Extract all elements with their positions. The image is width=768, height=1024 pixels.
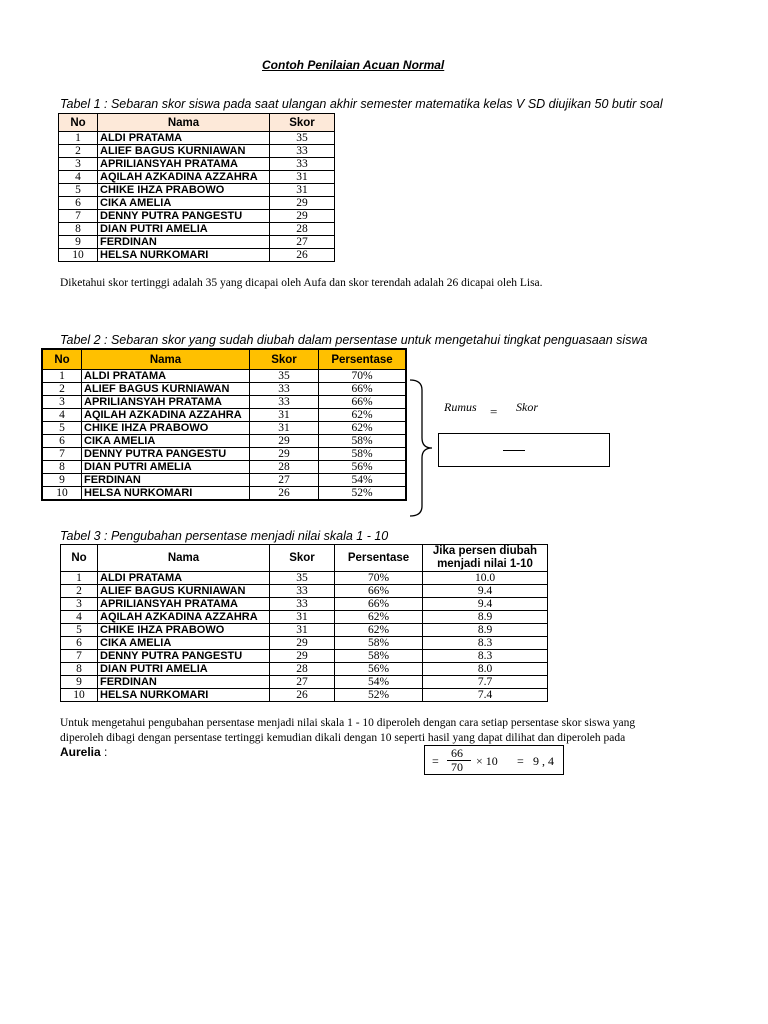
cell-no: 8	[42, 461, 82, 474]
cell-skor: 33	[270, 585, 335, 598]
cell-nama: DIAN PUTRI AMELIA	[82, 461, 250, 474]
table2-header-no: No	[42, 349, 82, 370]
formula-skor-label: Skor	[516, 400, 538, 414]
cell-no: 1	[42, 370, 82, 383]
table-row	[61, 585, 548, 598]
table-row	[42, 435, 406, 448]
table1-header-no: No	[59, 114, 98, 132]
cell-persentase: 62%	[319, 409, 407, 422]
cell-persentase: 56%	[335, 663, 423, 676]
table3-header-skor: Skor	[270, 545, 335, 572]
cell-persentase: 52%	[335, 689, 423, 702]
cell-nama: CIKA AMELIA	[98, 197, 270, 210]
table-row	[61, 598, 548, 611]
student-name-aurelia: Aurelia	[60, 745, 101, 759]
cell-nama: ALIEF BAGUS KURNIAWAN	[82, 383, 250, 396]
cell-skor: 35	[270, 572, 335, 585]
cell-skor: 27	[270, 236, 335, 249]
table3-header-nilai: Jika persen diubah menjadi nilai 1-10	[423, 545, 548, 572]
cell-no: 7	[59, 210, 98, 223]
table-row	[61, 637, 548, 650]
calc-times-ten: × 10	[476, 754, 498, 768]
cell-no: 3	[61, 598, 98, 611]
formula-equals: =	[490, 404, 498, 419]
table-row	[42, 396, 406, 409]
cell-nama: ALIEF BAGUS KURNIAWAN	[98, 585, 270, 598]
cell-persentase: 58%	[319, 435, 407, 448]
cell-no: 4	[59, 171, 98, 184]
cell-persentase: 58%	[335, 637, 423, 650]
cell-no: 7	[42, 448, 82, 461]
table-row	[61, 572, 548, 585]
cell-no: 6	[59, 197, 98, 210]
explanation-line-1: Untuk mengetahui pengubahan persentase menjadi nilai skala 1 - 10 diperoleh dengan cara setiap persentase skor siswa yang	[60, 717, 636, 729]
cell-nilai: 8.3	[423, 637, 548, 650]
cell-nama: FERDINAN	[98, 236, 270, 249]
table-row	[59, 158, 335, 171]
table-row	[59, 171, 335, 184]
cell-skor: 29	[250, 448, 319, 461]
table-row	[59, 210, 335, 223]
cell-no: 9	[59, 236, 98, 249]
calc-numerator: 66	[451, 746, 463, 760]
cell-nama: ALDI PRATAMA	[98, 572, 270, 585]
cell-no: 2	[59, 145, 98, 158]
table3-header-no: No	[61, 545, 98, 572]
table-row	[42, 409, 406, 422]
calc-equals-2: =	[517, 754, 524, 768]
cell-persentase: 70%	[335, 572, 423, 585]
cell-no: 6	[42, 435, 82, 448]
table3	[60, 544, 548, 702]
cell-nama: ALDI PRATAMA	[98, 132, 270, 145]
cell-skor: 26	[250, 487, 319, 501]
cell-nama: AQILAH AZKADINA AZZAHRA	[82, 409, 250, 422]
cell-skor: 31	[270, 171, 335, 184]
cell-nama: AQILAH AZKADINA AZZAHRA	[98, 611, 270, 624]
cell-no: 2	[42, 383, 82, 396]
table-row	[59, 132, 335, 145]
cell-skor: 35	[270, 132, 335, 145]
cell-no: 5	[42, 422, 82, 435]
formula-rumus-label: Rumus	[444, 400, 477, 414]
cell-persentase: 54%	[335, 676, 423, 689]
cell-persentase: 62%	[335, 611, 423, 624]
cell-skor: 33	[250, 396, 319, 409]
cell-skor: 33	[250, 383, 319, 396]
cell-nama: AQILAH AZKADINA AZZAHRA	[98, 171, 270, 184]
cell-no: 10	[59, 249, 98, 262]
cell-persentase: 54%	[319, 474, 407, 487]
table1-header-nama: Nama	[98, 114, 270, 132]
cell-no: 5	[59, 184, 98, 197]
cell-skor: 28	[270, 223, 335, 236]
table-row	[61, 676, 548, 689]
cell-skor: 26	[270, 249, 335, 262]
table2-header-nama: Nama	[82, 349, 250, 370]
cell-nama: HELSA NURKOMARI	[98, 249, 270, 262]
table-row	[42, 487, 406, 501]
table-row	[61, 663, 548, 676]
table-row	[61, 689, 548, 702]
cell-nama: FERDINAN	[98, 676, 270, 689]
fraction-line	[503, 450, 525, 451]
cell-no: 3	[59, 158, 98, 171]
cell-nama: CIKA AMELIA	[98, 637, 270, 650]
cell-nilai: 7.4	[423, 689, 548, 702]
table-row	[42, 461, 406, 474]
table-row	[59, 223, 335, 236]
cell-persentase: 70%	[319, 370, 407, 383]
table-row	[59, 249, 335, 262]
cell-no: 8	[59, 223, 98, 236]
cell-nilai: 8.3	[423, 650, 548, 663]
cell-persentase: 62%	[319, 422, 407, 435]
calc-equals-1: =	[432, 754, 439, 768]
cell-skor: 27	[270, 676, 335, 689]
table-row	[59, 145, 335, 158]
calc-denominator: 70	[451, 760, 463, 774]
cell-skor: 33	[270, 145, 335, 158]
cell-nama: HELSA NURKOMARI	[82, 487, 250, 501]
formula-box	[438, 433, 610, 467]
table-row	[42, 422, 406, 435]
colon: :	[100, 745, 108, 759]
cell-no: 3	[42, 396, 82, 409]
cell-nilai: 10.0	[423, 572, 548, 585]
table3-header-persentase: Persentase	[335, 545, 423, 572]
table-row	[59, 236, 335, 249]
cell-nama: APRILIANSYAH PRATAMA	[82, 396, 250, 409]
cell-skor: 31	[250, 422, 319, 435]
cell-skor: 29	[270, 650, 335, 663]
cell-persentase: 52%	[319, 487, 407, 501]
table-row	[59, 197, 335, 210]
table-row	[61, 650, 548, 663]
cell-skor: 33	[270, 158, 335, 171]
cell-nama: APRILIANSYAH PRATAMA	[98, 598, 270, 611]
cell-persentase: 58%	[319, 448, 407, 461]
table1-header-skor: Skor	[270, 114, 335, 132]
table2-caption: Tabel 2 : Sebaran skor yang sudah diubah dalam persentase untuk mengetahui tingkat penguasaan siswa	[60, 333, 648, 347]
table-row	[42, 448, 406, 461]
cell-no: 4	[61, 611, 98, 624]
cell-nama: ALDI PRATAMA	[82, 370, 250, 383]
explanation-line-3	[60, 745, 107, 759]
cell-skor: 31	[270, 611, 335, 624]
cell-nama: CHIKE IHZA PRABOWO	[82, 422, 250, 435]
table2-header-persentase: Persentase	[319, 349, 407, 370]
cell-no: 5	[61, 624, 98, 637]
cell-nama: DIAN PUTRI AMELIA	[98, 223, 270, 236]
cell-skor: 28	[250, 461, 319, 474]
table-row	[42, 474, 406, 487]
cell-nama: APRILIANSYAH PRATAMA	[98, 158, 270, 171]
cell-skor: 31	[270, 184, 335, 197]
calc-result: 9 , 4	[533, 754, 554, 768]
cell-skor: 28	[270, 663, 335, 676]
cell-persentase: 66%	[335, 585, 423, 598]
cell-nilai: 8.0	[423, 663, 548, 676]
cell-skor: 27	[250, 474, 319, 487]
cell-nama: HELSA NURKOMARI	[98, 689, 270, 702]
cell-nama: FERDINAN	[82, 474, 250, 487]
cell-skor: 26	[270, 689, 335, 702]
table-row	[42, 370, 406, 383]
table2	[41, 348, 407, 501]
table2-body	[42, 370, 406, 501]
cell-no: 4	[42, 409, 82, 422]
cell-no: 1	[59, 132, 98, 145]
cell-nama: DIAN PUTRI AMELIA	[98, 663, 270, 676]
curly-bracket	[408, 378, 438, 518]
cell-no: 9	[61, 676, 98, 689]
cell-skor: 29	[270, 637, 335, 650]
cell-skor: 33	[270, 598, 335, 611]
cell-persentase: 66%	[319, 383, 407, 396]
cell-no: 10	[61, 689, 98, 702]
cell-persentase: 58%	[335, 650, 423, 663]
cell-no: 7	[61, 650, 98, 663]
cell-skor: 29	[250, 435, 319, 448]
cell-no: 1	[61, 572, 98, 585]
table-row	[59, 184, 335, 197]
cell-no: 10	[42, 487, 82, 501]
cell-skor: 31	[250, 409, 319, 422]
cell-no: 8	[61, 663, 98, 676]
cell-nilai: 8.9	[423, 611, 548, 624]
cell-nilai: 8.9	[423, 624, 548, 637]
cell-nilai: 9.4	[423, 585, 548, 598]
cell-nama: CIKA AMELIA	[82, 435, 250, 448]
cell-nilai: 7.7	[423, 676, 548, 689]
cell-nilai: 9.4	[423, 598, 548, 611]
explanation-line-2: diperoleh dibagi dengan persentase tertinggi kemudian dikali dengan 10 seperti hasil yang dapat dilihat dan diperoleh pada	[60, 732, 626, 744]
table2-header-skor: Skor	[250, 349, 319, 370]
table3-body	[61, 572, 548, 702]
table1	[58, 113, 335, 262]
table1-caption: Tabel 1 : Sebaran skor siswa pada saat ulangan akhir semester matematika kelas V SD diujikan 50 butir soal	[60, 97, 663, 111]
cell-skor: 31	[270, 624, 335, 637]
cell-nama: DENNY PUTRA PANGESTU	[98, 650, 270, 663]
table1-body	[59, 132, 335, 262]
page-title: Contoh Penilaian Acuan Normal	[262, 58, 445, 72]
calculation-box	[424, 745, 564, 775]
cell-no: 2	[61, 585, 98, 598]
table-row	[61, 624, 548, 637]
cell-nama: DENNY PUTRA PANGESTU	[82, 448, 250, 461]
cell-skor: 35	[250, 370, 319, 383]
cell-skor: 29	[270, 210, 335, 223]
cell-no: 9	[42, 474, 82, 487]
table3-header-nama: Nama	[98, 545, 270, 572]
table-row	[42, 383, 406, 396]
cell-nama: CHIKE IHZA PRABOWO	[98, 624, 270, 637]
table-row	[61, 611, 548, 624]
cell-persentase: 66%	[335, 598, 423, 611]
cell-persentase: 56%	[319, 461, 407, 474]
table3-caption: Tabel 3 : Pengubahan persentase menjadi nilai skala 1 - 10	[60, 529, 389, 543]
cell-persentase: 66%	[319, 396, 407, 409]
cell-no: 6	[61, 637, 98, 650]
cell-persentase: 62%	[335, 624, 423, 637]
cell-nama: ALIEF BAGUS KURNIAWAN	[98, 145, 270, 158]
note-skor-tertinggi: Diketahui skor tertinggi adalah 35 yang dicapai oleh Aufa dan skor terendah adalah 26 dicapai oleh Lisa.	[60, 277, 543, 289]
cell-nama: DENNY PUTRA PANGESTU	[98, 210, 270, 223]
cell-skor: 29	[270, 197, 335, 210]
cell-nama: CHIKE IHZA PRABOWO	[98, 184, 270, 197]
